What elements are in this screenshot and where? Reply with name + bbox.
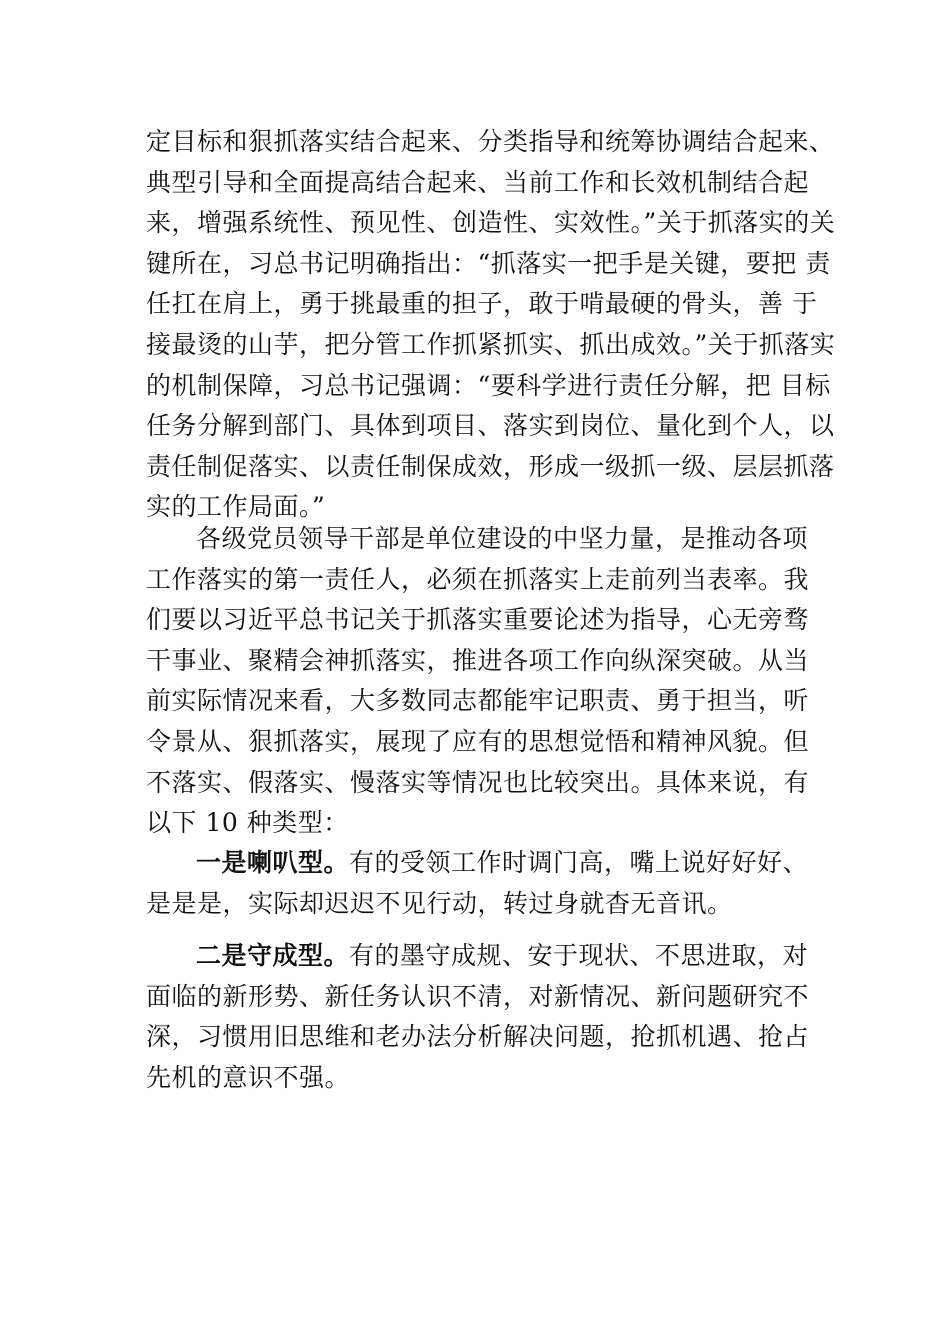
text-line: 键所在，习总书记明确指出：“抓落实一把手是关键，要把 责 [146,248,831,278]
text-line: 定目标和狠抓落实结合起来、分类指导和统筹协调结合起来、 [146,127,835,156]
text-line: 实的工作局面。” [146,492,326,522]
text-line: 来，增强系统性、预见性、创造性、实效性。”关于抓落实的关 [146,208,836,238]
text-line: 工作落实的第一责任人，必须在抓落实上走前列当表率。我 [146,564,810,594]
type-heading: 二是守成型。 [196,941,350,970]
text-line: 令景从、狠抓落实，展现了应有的思想觉悟和精神风貌。但 [146,726,810,756]
text-line: 典型引导和全面提高结合起来、当前工作和长效机制结合起 [146,167,810,197]
text-line: 前实际情况来看，大多数同志都能牢记职责、勇于担当，听 [146,686,810,716]
text-line: 任扛在肩上，勇于挑最重的担子，敢于啃最硬的骨头，善 于 [146,289,818,319]
type-text: 有的受领工作时调门高，嘴上说好好好、 [349,848,809,877]
text-line: 先机的意识不强。 [146,1062,351,1092]
type-heading: 一是喇叭型。 [196,848,350,877]
text-line: 责任制促落实、以责任制保成效，形成一级抓一级、层层抓落 [146,451,835,481]
text-line [146,936,836,977]
paragraph-cadre-responsibility [146,519,836,844]
paragraph-type-two [146,936,836,1098]
text-line: 不落实、假落实、慢落实等情况也比较突出。具体来说，有 [146,767,810,797]
text-line: 是是是，实际却迟迟不见行动，转过身就杳无音讯。 [146,888,733,918]
text-line: 以下 10 种类型： [146,808,349,838]
text-line: 干事业、聚精会神抓落实，推进各项工作向纵深突破。从当 [146,645,810,675]
text-line: 接最烫的山芋，把分管工作抓紧抓实、抓出成效。”关于抓落实 [146,329,836,359]
text-line: 各级党员领导干部是单位建设的中坚力量，是推动各项 [196,524,809,553]
type-text: 有的墨守成规、安于现状、不思进取，对 [349,941,809,970]
text-line: 任务分解到部门、具体到项目、落实到岗位、量化到个人，以 [146,411,835,441]
text-line: 深，习惯用旧思维和老办法分析解决问题，抢抓机遇、抢占 [146,1022,810,1052]
text-line [146,843,836,884]
text-line: 们要以习近平总书记关于抓落实重要论述为指导，心无旁骛 [146,605,810,635]
paragraph-implementation-quotes [146,122,836,528]
paragraph-type-one [146,843,836,924]
text-line: 面临的新形势、新任务认识不清，对新情况、新问题研究不 [146,981,810,1011]
text-line: 的机制保障，习总书记强调：“要科学进行责任分解，把 目标 [146,370,831,400]
